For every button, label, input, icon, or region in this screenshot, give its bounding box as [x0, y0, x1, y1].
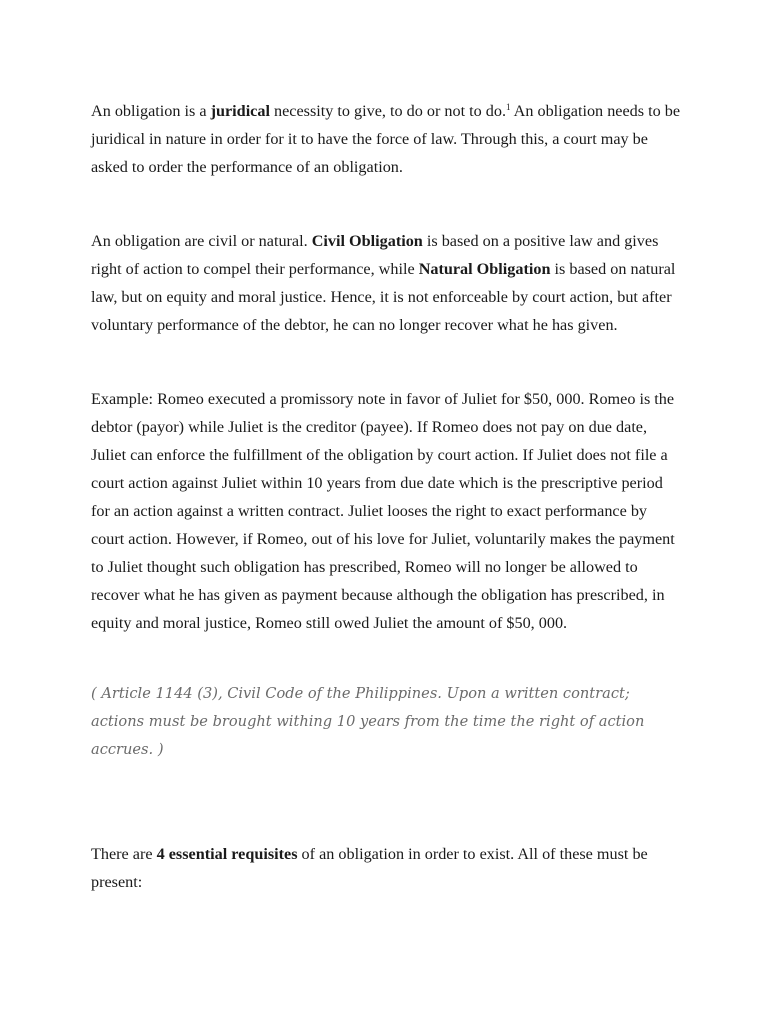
bold-term-essential-requisites: 4 essential requisites	[156, 845, 298, 863]
paragraph-text: An obligation are civil or natural.	[91, 232, 312, 250]
citation-text: ( Article 1144 (3), Civil Code of the Philippines. Upon a written contract; actions must be brought withing 10 years from the time the right of action accrues. )	[91, 685, 645, 758]
paragraph-text: is based on natural law, but on equity and moral justice. Hence, it is not enforceable by court action, but after voluntary performance of the debtor, he can no longer recover what he has given.	[91, 260, 676, 334]
paragraph-text: of an obligation in order to exist. All of these must be present:	[91, 845, 648, 891]
citation-note	[91, 680, 671, 764]
bold-term-natural-obligation: Natural Obligation	[418, 260, 551, 278]
footnote-marker: 1	[506, 102, 511, 112]
bold-term-civil-obligation: Civil Obligation	[311, 232, 423, 250]
paragraph-text: is based on a positive law and gives right of action to compel their performance, while	[91, 232, 659, 278]
paragraph-civil-natural	[91, 227, 681, 339]
paragraph-text: An obligation needs to be juridical in nature in order for it to have the force of law. Through this, a court may be asked to order the performance of an obligation.	[91, 102, 681, 176]
paragraph-text: There are	[91, 845, 157, 863]
paragraph-text: An obligation is a	[91, 102, 211, 120]
paragraph-example	[91, 385, 681, 637]
paragraph-essential-requisites	[91, 840, 681, 896]
paragraph-obligation-definition	[91, 97, 681, 181]
paragraph-text: Example: Romeo executed a promissory note in favor of Juliet for $50, 000. Romeo is the debtor (payor) while Juliet is the creditor (payee). If Romeo does not pay on due date, Juliet can enforce the fulfillment of the obligation by court action. If Juliet does not file a court action against Juliet within 10 years from due date which is the prescriptive period for an action against a written contract. Juliet looses the right to exact performance by court action. However, if Romeo, out of his love for Juliet, voluntarily makes the payment to Juliet thought such obligation has prescribed, Romeo will no longer be allowed to recover what he has given as payment because although the obligation has prescribed, in equity and moral justice, Romeo still owed Juliet the amount of $50, 000.	[91, 390, 675, 632]
paragraph-text: necessity to give, to do or not to do.	[269, 102, 507, 120]
bold-term-juridical: juridical	[210, 102, 270, 120]
